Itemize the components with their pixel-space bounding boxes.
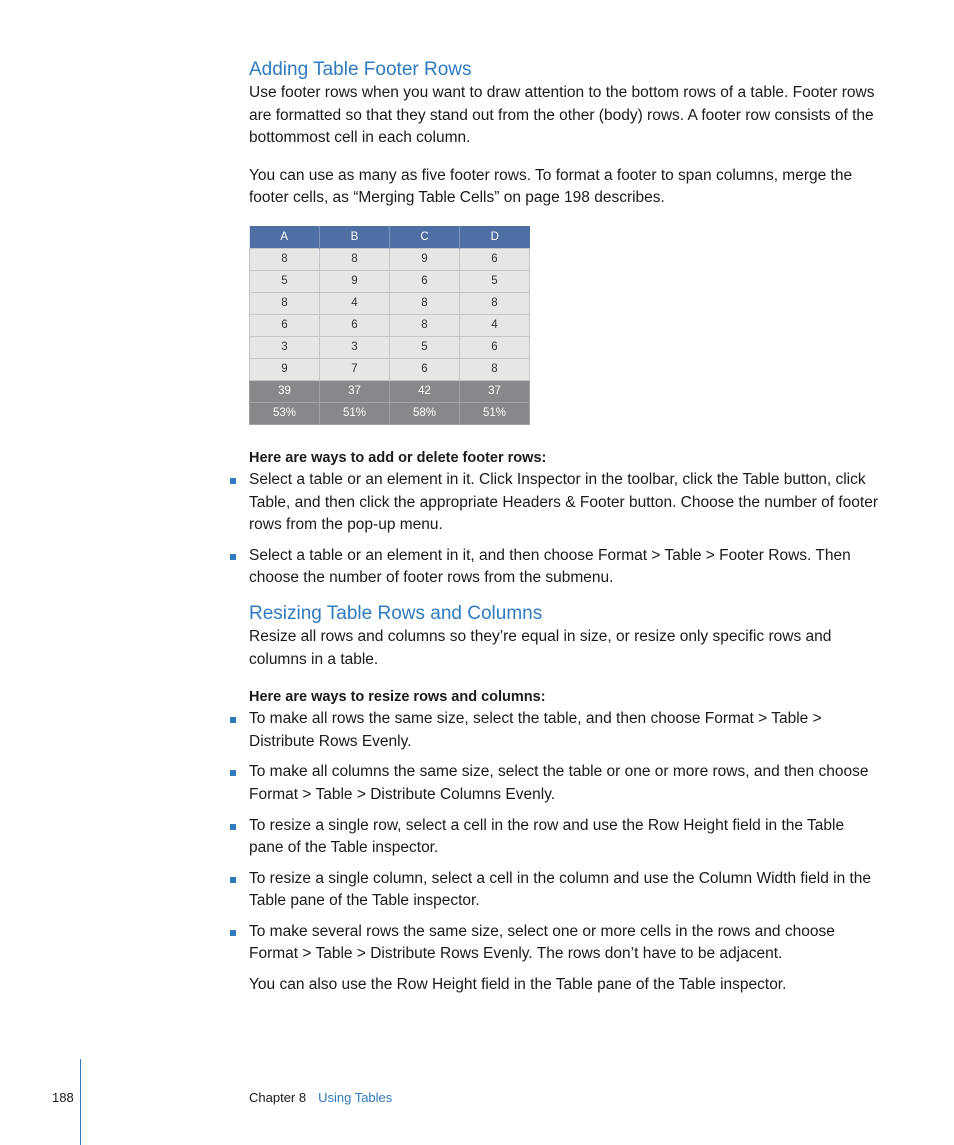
table-row xyxy=(250,292,530,314)
section-heading-resizing: Resizing Table Rows and Columns xyxy=(249,602,543,624)
footer-divider xyxy=(80,1059,81,1145)
list-item-text: Select a table or an element in it, and then choose Format > Table > Footer Rows. Then choose the number of footer rows from the submenu. xyxy=(249,546,851,587)
table-cell: 6 xyxy=(460,248,530,270)
list-item xyxy=(249,868,879,913)
bullet-icon xyxy=(230,877,236,883)
table-cell: 3 xyxy=(320,336,390,358)
intro-paragraph: Use footer rows when you want to draw attention to the bottom rows of a table. Footer rows are formatted so that they stand out from the other (body) rows. A footer row consists of the bottommost cell in each column. xyxy=(249,84,875,147)
bullet-icon xyxy=(230,930,236,936)
table-cell: 8 xyxy=(460,358,530,380)
table-cell: 9 xyxy=(320,270,390,292)
column-header: A xyxy=(250,226,320,249)
list-item xyxy=(249,469,879,537)
list-item-text: Select a table or an element in it. Click Inspector in the toolbar, click the Table button, click Table, and then click the appropriate Headers & Footer button. Choose the number of footer rows from the pop-up menu. xyxy=(249,470,878,534)
list-item xyxy=(249,545,879,590)
table-cell: 4 xyxy=(460,314,530,336)
table-cell: 5 xyxy=(460,270,530,292)
list-item xyxy=(249,708,879,753)
column-header: B xyxy=(320,226,390,249)
example-table xyxy=(249,226,530,425)
footer-cell: 42 xyxy=(390,380,460,402)
footer-cell: 39 xyxy=(250,380,320,402)
chapter-reference xyxy=(249,1089,392,1107)
table-row xyxy=(250,336,530,358)
table-cell: 5 xyxy=(250,270,320,292)
table-row xyxy=(250,270,530,292)
list-item-text: To resize a single column, select a cell in the column and use the Column Width field in the Table pane of the Table inspector. xyxy=(249,869,872,910)
table-row xyxy=(250,314,530,336)
table-footer-row xyxy=(250,402,530,424)
table-cell: 6 xyxy=(250,314,320,336)
list-item-text: To make all columns the same size, select the table or one or more rows, and then choose Format > Table > Distribute Columns Evenly. xyxy=(249,763,869,803)
footer-cell: 51% xyxy=(460,402,530,424)
table-cell: 6 xyxy=(460,336,530,358)
table-cell: 5 xyxy=(390,336,460,358)
column-header: D xyxy=(460,226,530,249)
bullet-icon xyxy=(230,717,236,723)
table-cell: 8 xyxy=(250,248,320,270)
table-cell: 8 xyxy=(250,292,320,314)
bullet-icon xyxy=(230,554,236,560)
footer-cell: 51% xyxy=(320,402,390,424)
page-content xyxy=(249,58,879,997)
footer-rows-list xyxy=(249,469,879,590)
bullet-icon xyxy=(230,770,236,776)
footer-cell: 53% xyxy=(250,402,320,424)
section-heading-footer-rows: Adding Table Footer Rows xyxy=(249,59,472,80)
list-item-text: To make all rows the same size, select the table, and then choose Format > Table > Distribute Rows Evenly. xyxy=(249,710,822,750)
table-cell: 8 xyxy=(460,292,530,314)
closing-paragraph: You can also use the Row Height field in the Table pane of the Table inspector. xyxy=(249,976,787,994)
list-item-text: To resize a single row, select a cell in the row and use the Row Height field in the Table pane of the Table inspector. xyxy=(249,816,845,857)
table-cell: 6 xyxy=(390,358,460,380)
table-cell: 8 xyxy=(320,248,390,270)
table-cell: 7 xyxy=(320,358,390,380)
footer-cell: 58% xyxy=(390,402,460,424)
list-item xyxy=(249,921,879,966)
footer-cell: 37 xyxy=(460,380,530,402)
table-header-row xyxy=(250,226,530,249)
table-cell: 6 xyxy=(390,270,460,292)
example-table-figure xyxy=(249,226,530,425)
footer-limit-paragraph: You can use as many as five footer rows. To format a footer to span columns, merge the footer cells, as “Merging Table Cells” on page 198 describes. xyxy=(249,166,853,207)
footer-rows-lead: Here are ways to add or delete footer rows: xyxy=(249,449,547,466)
table-row xyxy=(250,358,530,380)
list-item-text: To make several rows the same size, select one or more cells in the rows and choose Format > Table > Distribute Rows Evenly. The rows don’t have to be adjacent. xyxy=(249,922,835,963)
resizing-intro-paragraph: Resize all rows and columns so they’re equal in size, or resize only specific rows and columns in a table. xyxy=(249,627,832,668)
table-row xyxy=(250,248,530,270)
table-cell: 6 xyxy=(320,314,390,336)
list-item xyxy=(249,815,879,860)
table-footer-row xyxy=(250,380,530,402)
chapter-label: Chapter 8 xyxy=(249,1090,307,1105)
chapter-title: Using Tables xyxy=(318,1090,393,1105)
page-footer xyxy=(0,1089,954,1145)
resizing-lead: Here are ways to resize rows and columns: xyxy=(249,689,546,706)
column-header: C xyxy=(390,226,460,249)
table-cell: 8 xyxy=(390,292,460,314)
list-item xyxy=(249,761,879,806)
table-cell: 9 xyxy=(250,358,320,380)
resizing-list xyxy=(249,708,879,966)
table-cell: 3 xyxy=(250,336,320,358)
footer-cell: 37 xyxy=(320,380,390,402)
bullet-icon xyxy=(230,478,236,484)
bullet-icon xyxy=(230,824,236,830)
table-cell: 8 xyxy=(390,314,460,336)
table-cell: 9 xyxy=(390,248,460,270)
table-cell: 4 xyxy=(320,292,390,314)
page-number: 188 xyxy=(52,1090,74,1105)
